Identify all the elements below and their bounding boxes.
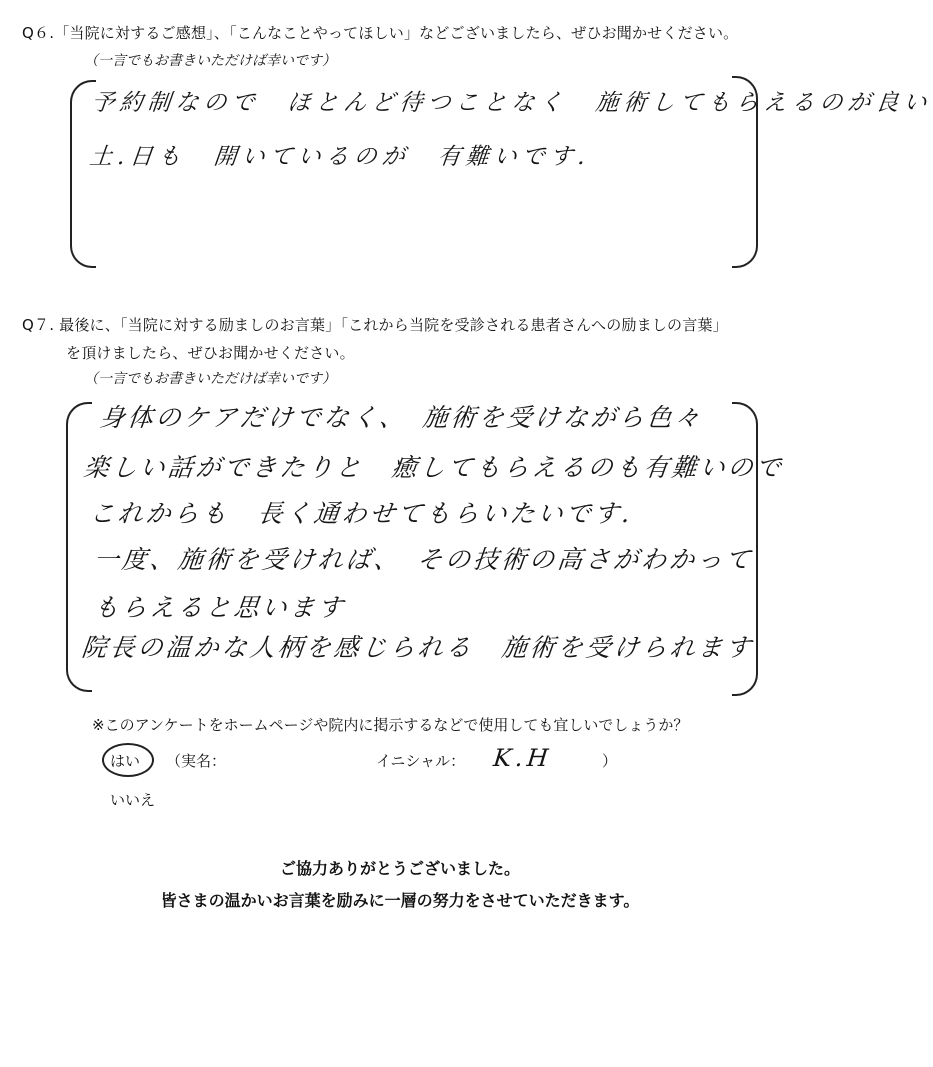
thanks-line-1: ご協力ありがとうございました。 bbox=[279, 859, 520, 878]
initial-label: イニシャル： bbox=[376, 752, 466, 770]
q7-answer-line-1: 身体のケアだけでなく、 施術を受けながら色々 bbox=[98, 403, 705, 432]
q7-answer-line-4: 一度、施術を受ければ、 その技術の高さがわかって bbox=[92, 545, 755, 574]
q7-question-line-1: Q７. 最後に、「当院に対する励ましのお言葉」「これから当院を受診される患者さんへの励ましの言葉」 bbox=[22, 316, 728, 334]
real-name-label: （実名： bbox=[166, 752, 227, 770]
close-paren: ） bbox=[602, 752, 618, 770]
q6-note: （一言でもお書きいただけば幸いです） bbox=[84, 53, 336, 69]
q7-answer-line-3: これからも 長く通わせてもらいたいです. bbox=[88, 499, 635, 528]
initial-value[interactable]: K.H bbox=[492, 744, 554, 772]
consent-yes-option[interactable]: はい bbox=[110, 752, 141, 770]
q6-question: Q６.「当院に対するご感想」、「こんなことやってほしい」などございましたら、ぜひお聞かせください。 bbox=[22, 24, 739, 42]
thanks-line-2: 皆さまの温かいお言葉を励みに一層の努力をさせていただきます。 bbox=[160, 891, 640, 910]
consent-no-option[interactable]: いいえ bbox=[110, 791, 156, 809]
q6-answer-line-1: 予約制なので ほとんど待つことなく 施術してもらえるのが良い bbox=[90, 90, 933, 116]
q6-answer-line-2: 土.日も 開いているのが 有難いです. bbox=[88, 144, 592, 170]
q7-note: （一言でもお書きいただけば幸いです） bbox=[84, 371, 336, 387]
q7-answer-line-2: 楽しい話ができたりと 癒してもらえるのも有難いので bbox=[82, 453, 786, 482]
consent-question: ※このアンケートをホームページや院内に掲示するなどで使用しても宜しいでしょうか？ bbox=[92, 716, 689, 734]
q7-answer-line-5: もらえると思います bbox=[92, 593, 348, 622]
q7-question-line-2: を頂けましたら、ぜひお聞かせください。 bbox=[66, 344, 355, 362]
q7-answer-line-6: 院長の温かな人柄を感じられる 施術を受けられます bbox=[80, 633, 756, 662]
